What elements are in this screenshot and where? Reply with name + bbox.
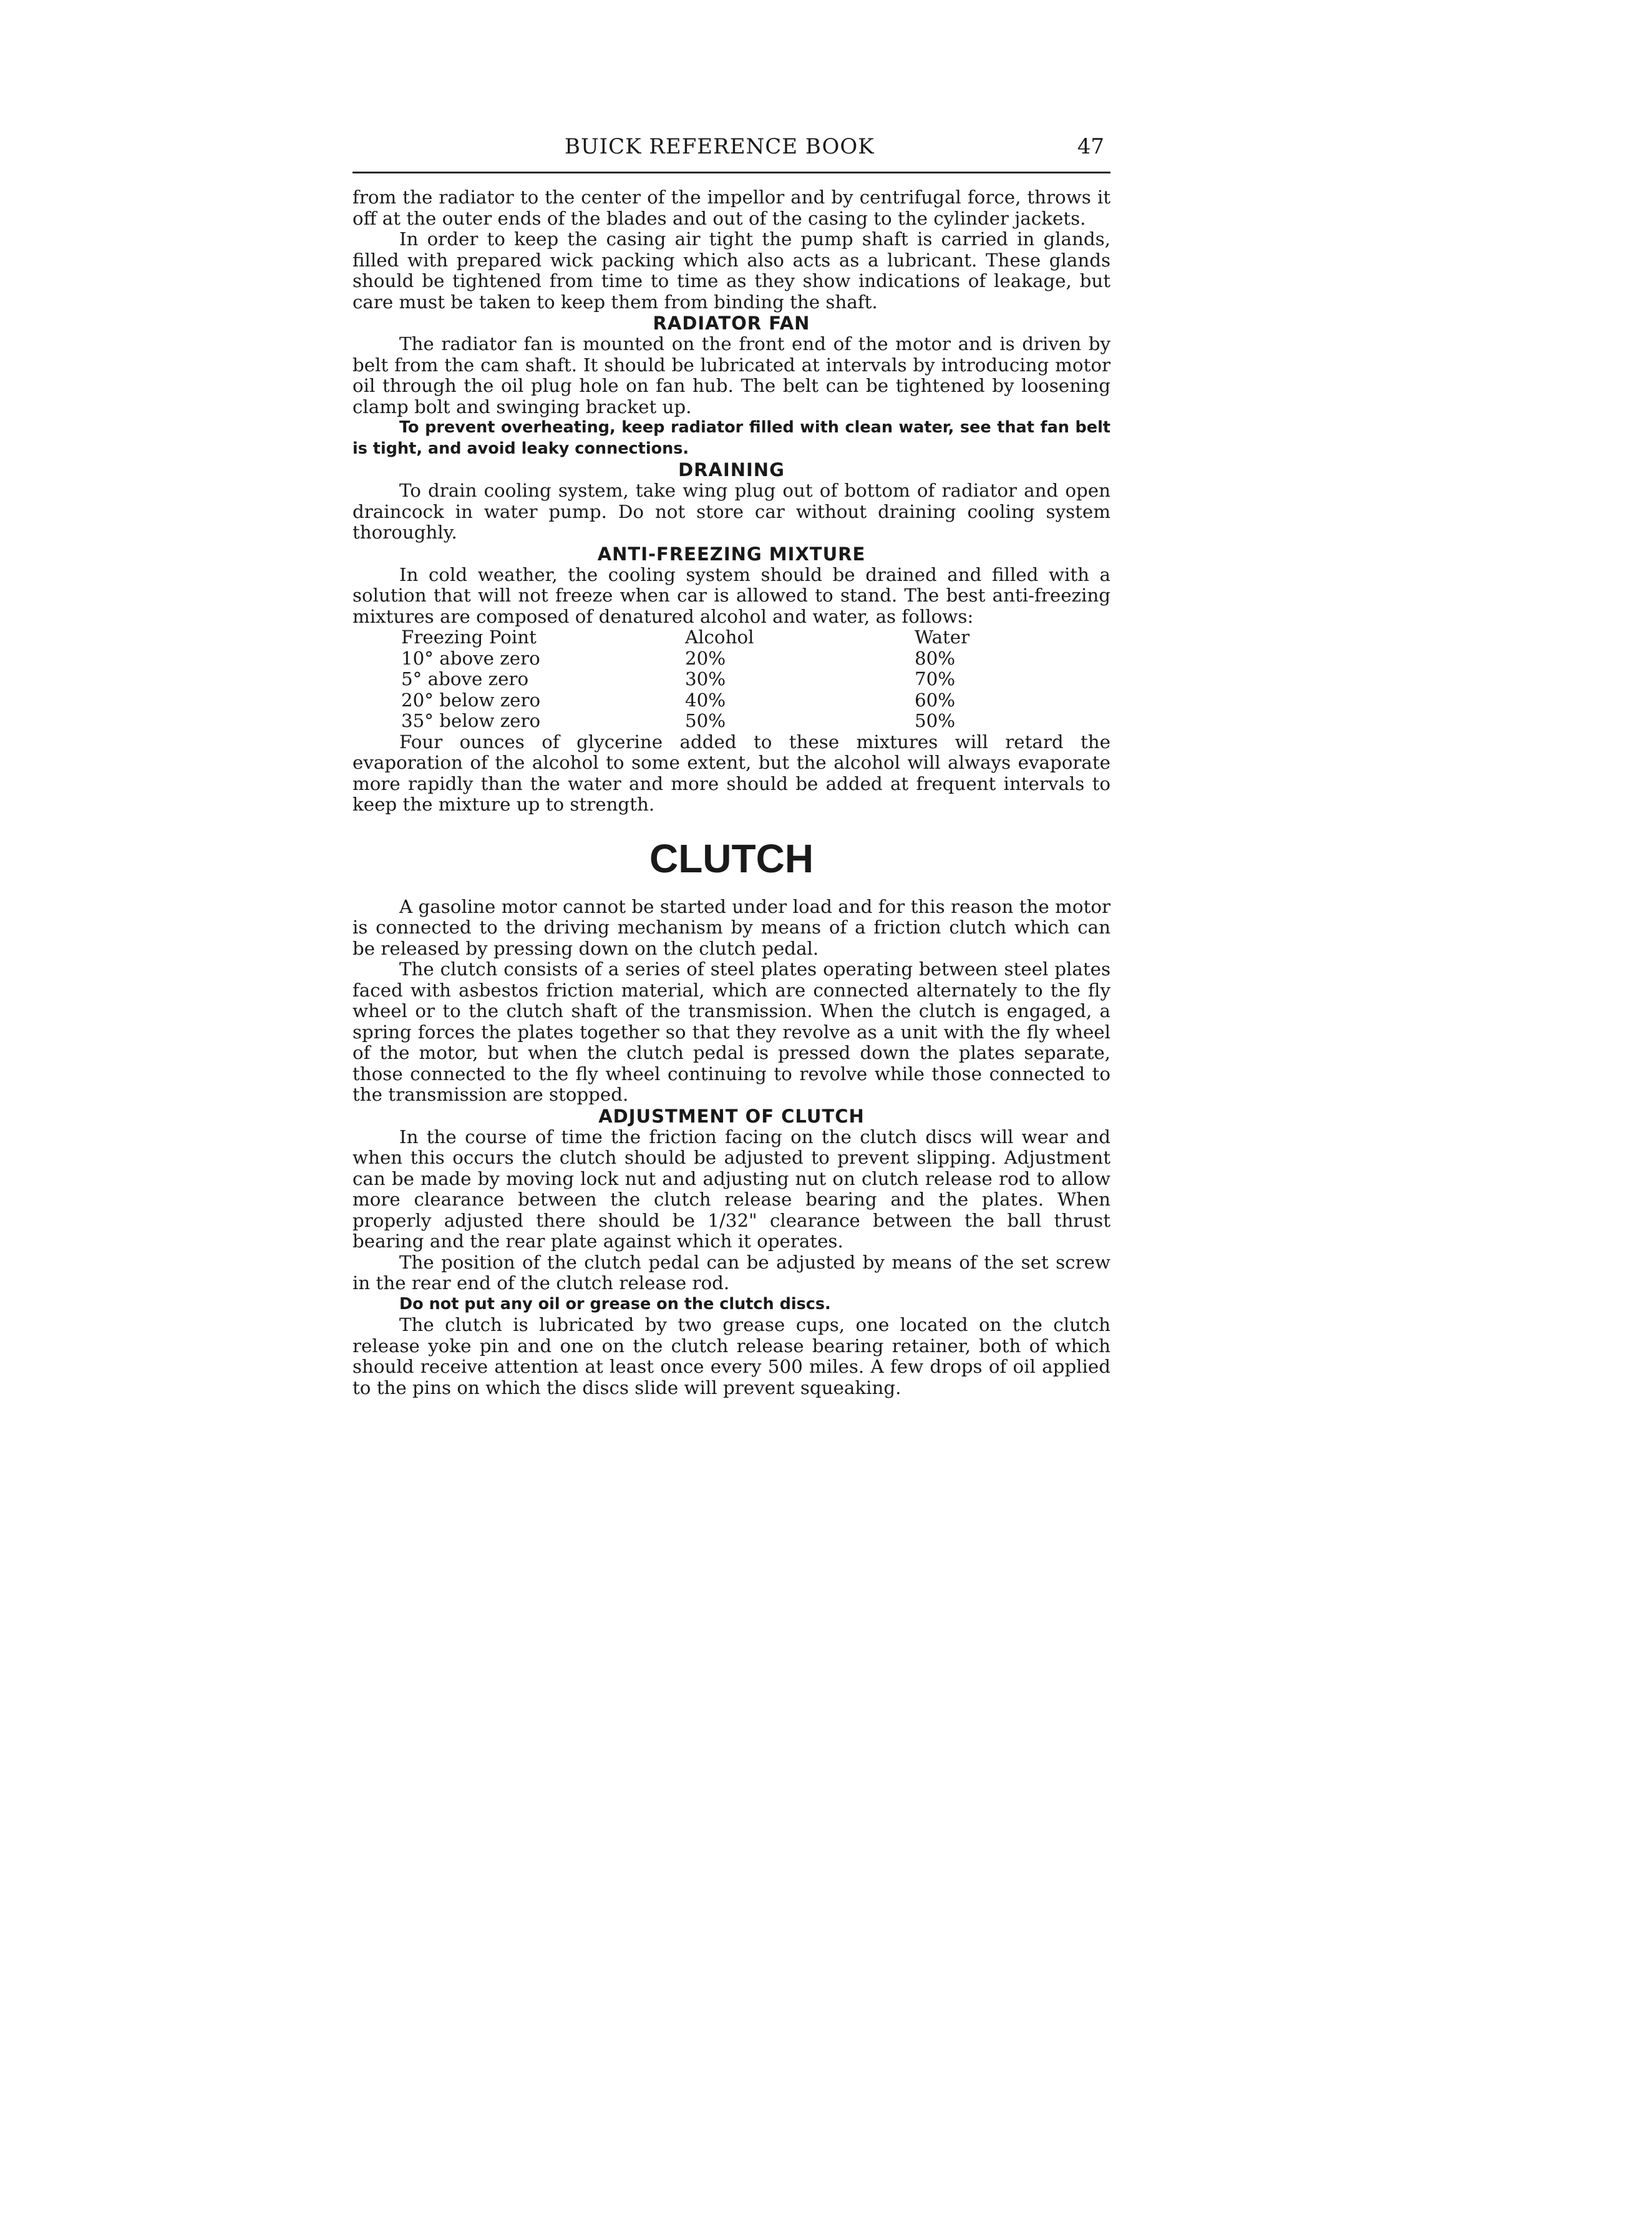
table-cell: 20% (685, 647, 726, 669)
table-cell: 30% (685, 668, 726, 689)
table-cell: 40% (685, 689, 726, 711)
radiator-fan-paragraph: The radiator fan is mounted on the front end of the motor and is driven by belt from the cam shaft. It should be lubricated at intervals by introducing motor oil through the oil plug hole on fan hub. The belt can be tightened by loosening clamp bolt and swinging bracket up. (352, 333, 1110, 417)
no-oil-note: Do not put any oil or grease on the clutch discs. (399, 1294, 831, 1313)
table-row (401, 711, 1008, 732)
clutch-section-title: CLUTCH (649, 836, 814, 881)
anti-freezing-paragraph: In cold weather, the cooling system should be drained and filled with a solution that will not freeze when car is allowed to stand. The best anti-freezing mixtures are composed of denatured alcohol and water, as follows: (352, 563, 1110, 627)
table-cell: 35° below zero (401, 710, 541, 731)
lubrication-paragraph: The clutch is lubricated by two grease cups, one located on the clutch release yoke pin and one on the clutch release bearing retainer, both of which should receive attention at least once every 500 miles. A few drops of oil applied to the pins on which the discs slide will prevent squeaking. (352, 1314, 1110, 1398)
anti-freeze-table (401, 627, 1008, 732)
draining-heading: DRAINING (678, 459, 785, 480)
adjustment-paragraph: In the course of time the friction facing on the clutch discs will wear and when this occurs the clutch should be adjusted to prevent slipping. Adjustment can be made by moving lock nut and adjusting nut on clutch release rod to allow more clearance between the clutch release bearing and the plates. When properly adjusted there should be 1/32" clearance between the ball thrust bearing and the rear plate against which it operates. (352, 1126, 1110, 1252)
table-cell: 10° above zero (401, 647, 540, 669)
adjustment-heading: ADJUSTMENT OF CLUTCH (598, 1105, 865, 1127)
cooling-paragraph-glands: In order to keep the casing air tight the pump shaft is carried in glands, filled with prepared wick packing which also acts as a lubricant. These glands should be tightened from time to time as they show indications of leakage, but care must be taken to keep them from binding the shaft. (352, 228, 1110, 313)
table-row (401, 690, 1008, 711)
anti-freezing-heading: ANTI-FREEZING MIXTURE (597, 543, 866, 565)
table-header-row (401, 627, 1008, 648)
column-header-water: Water (915, 626, 970, 648)
table-row (401, 648, 1008, 670)
clutch-plates-paragraph: The clutch consists of a series of steel plates operating between steel plates faced with asbestos friction material, which are connected alternately to the fly wheel or to the clutch shaft of the transmission. When the clutch is engaged, a spring forces the plates together so that they revolve as a unit with the fly wheel of the motor, but when the clutch pedal is pressed down the plates separate, those connected to the fly wheel continuing to revolve while those connected to the transmission are stopped. (352, 958, 1110, 1105)
radiator-fan-heading: RADIATOR FAN (653, 313, 810, 334)
draining-paragraph: To drain cooling system, take wing plug out of bottom of radiator and open draincock in water pump. Do not store car without draining cooling system thoroughly. (352, 480, 1110, 543)
cooling-paragraph-continued: from the radiator to the center of the impellor and by centrifugal force, throws it off at the outer ends of the blades and out of the casing to the cylinder jackets. (352, 187, 1110, 229)
table-cell: 60% (915, 689, 956, 711)
clutch-intro-paragraph: A gasoline motor cannot be started under load and for this reason the motor is connected to the driving mechanism by means of a friction clutch which can be released by pressing down on the clutch pedal. (352, 895, 1110, 959)
table-cell: 80% (915, 647, 956, 669)
book-page (352, 134, 1110, 1398)
overheating-note: To prevent overheating, keep radiator filled with clean water, see that fan belt is tight, and avoid leaky connections. (352, 418, 1110, 458)
column-header-alcohol: Alcohol (685, 626, 754, 648)
pedal-adjustment-paragraph: The position of the clutch pedal can be adjusted by means of the set screw in the rear end of the clutch release rod. (352, 1251, 1110, 1294)
table-cell: 50% (915, 710, 956, 731)
table-cell: 70% (915, 668, 956, 689)
glycerine-paragraph: Four ounces of glycerine added to these mixtures will retard the evaporation of the alcohol to some extent, but the alcohol will always evaporate more rapidly than the water and more should be added at frequent intervals to keep the mixture up to strength. (352, 731, 1110, 815)
running-title: BUICK REFERENCE BOOK (565, 134, 875, 159)
table-cell: 50% (685, 710, 726, 731)
table-cell: 5° above zero (401, 668, 529, 689)
page-number: 47 (1077, 134, 1104, 159)
table-cell: 20° below zero (401, 689, 541, 711)
table-row (401, 669, 1008, 690)
page-header (352, 134, 1110, 173)
column-header-freezing-point: Freezing Point (401, 626, 537, 648)
